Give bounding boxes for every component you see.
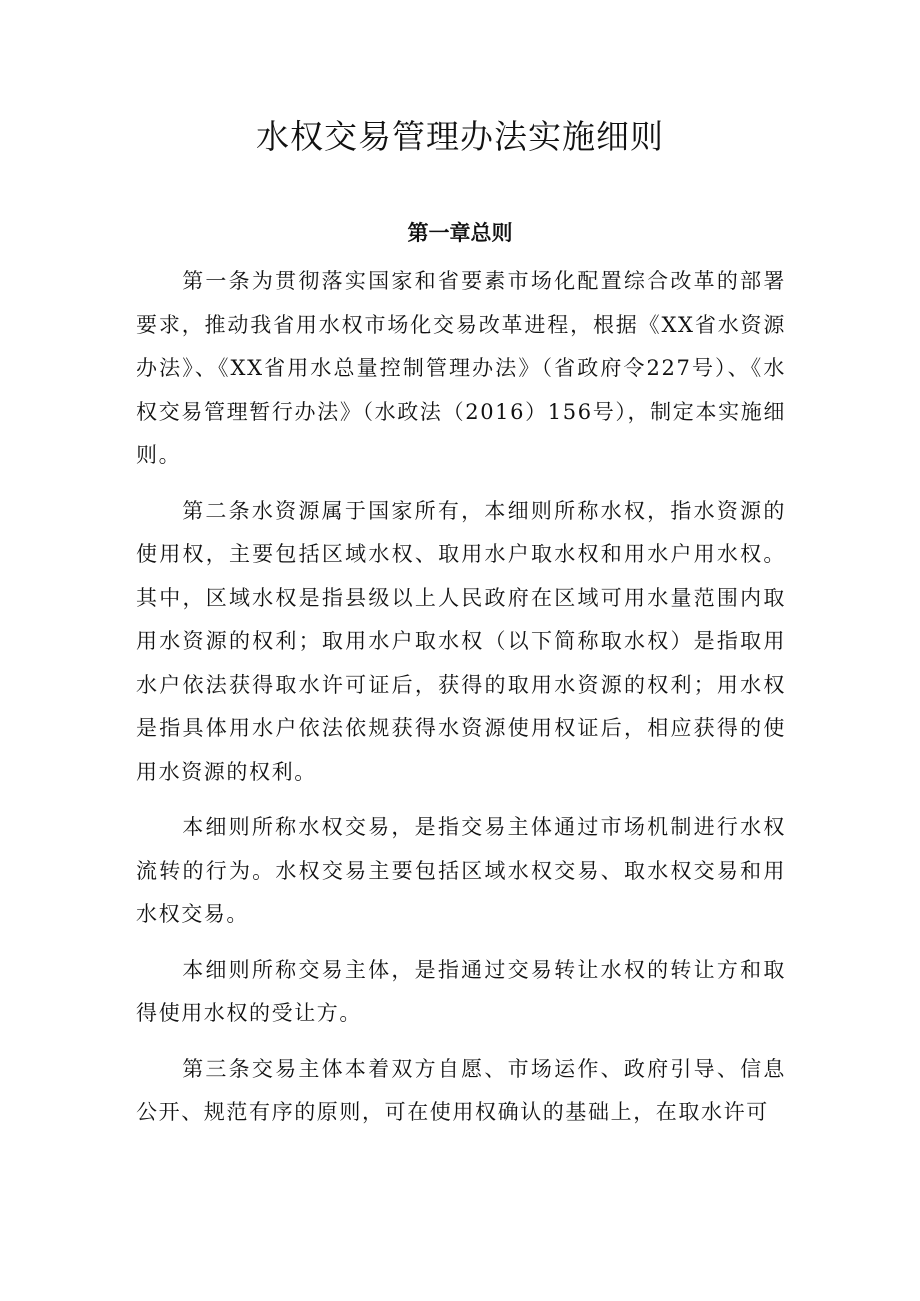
paragraph-trading-parties: 本细则所称交易主体，是指通过交易转让水权的转让方和取得使用水权的受让方。 xyxy=(136,957,786,1025)
paragraph-article-1: 第一条为贯彻落实国家和省要素市场化配置综合改革的部署要求，推动我省用水权市场化交易改革进程，根据《XX省水资源办法》、《XX省用水总量控制管理办法》（省政府令227号）、《水权交易管理暂行办法》（水政法（2016）156号），制定本实施细则。 xyxy=(136,269,786,467)
chapter-heading: 第一章总则 xyxy=(407,220,513,245)
paragraph-article-3: 第三条交易主体本着双方自愿、市场运作、政府引导、信息公开、规范有序的原则，可在使用权确认的基础上，在取水许可 xyxy=(136,1056,786,1124)
document-body xyxy=(136,260,786,1147)
paragraph-water-rights-trading: 本细则所称水权交易，是指交易主体通过市场机制进行水权流转的行为。水权交易主要包括区域水权交易、取水权交易和用水权交易。 xyxy=(136,815,786,926)
document-title: 水权交易管理办法实施细则 xyxy=(256,117,664,156)
paragraph-article-2: 第二条水资源属于国家所有，本细则所称水权，指水资源的使用权，主要包括区域水权、取用水户取水权和用水户用水权。其中，区域水权是指县级以上人民政府在区域可用水量范围内取用水资源的权利；取用水户取水权（以下简称取水权）是指取用水户依法获得取水许可证后，获得的取用水资源的权利；用水权是指具体用水户依法依规获得水资源使用权证后，相应获得的使用水资源的权利。 xyxy=(136,498,786,784)
